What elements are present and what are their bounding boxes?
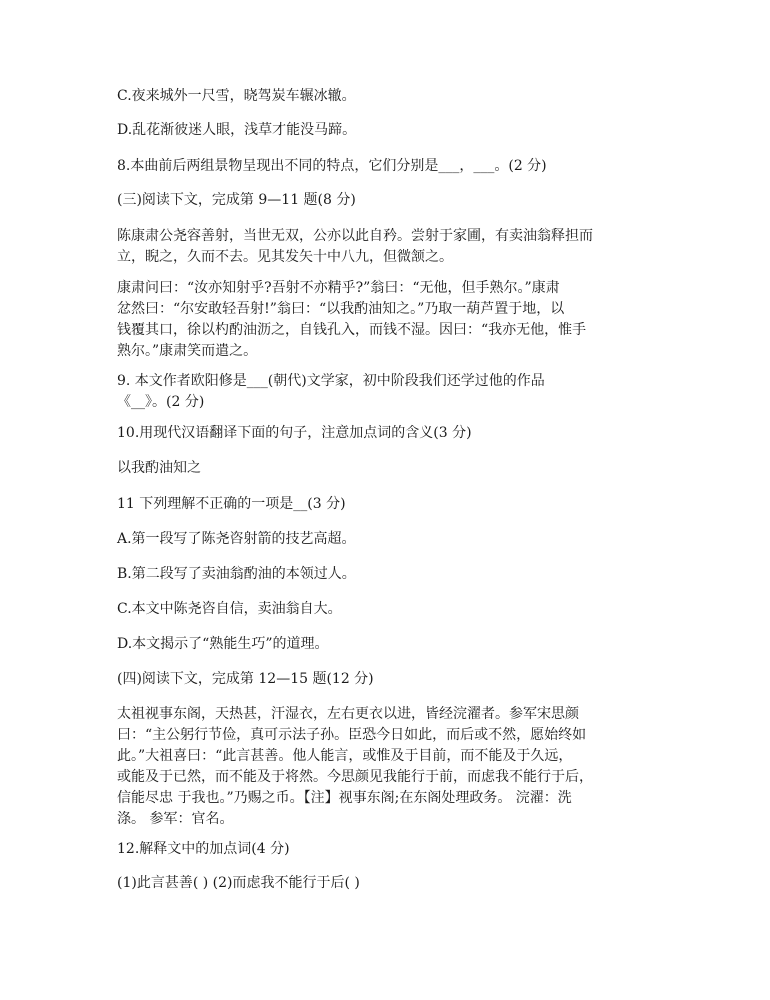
section-4-heading: (四)阅读下文，完成第 12—15 题(12 分) [117, 671, 374, 687]
q7-option-c: C.夜来城外一尺雪，晓驾炭车辗冰辙。 [117, 88, 356, 104]
question-8: 8.本曲前后两组景物呈现出不同的特点，它们分别是___，___。(2 分) [117, 158, 547, 174]
question-line: 《__》。(2 分) [117, 394, 205, 410]
passage-line: 太祖视事东阁，天热甚，汗湿衣，左右更衣以进，皆经浣濯者。参军宋思颜 [117, 706, 579, 722]
passage-line: 此。”大祖喜曰：“此言甚善。他人能言，或惟及于目前，而不能及于久远， [117, 748, 573, 764]
question-12: 12.解释文中的加点词(4 分) [117, 841, 290, 857]
q7-option-d: D.乱花渐彼迷人眼，浅草才能没马蹄。 [117, 122, 357, 138]
q11-option-a: A.第一段写了陈尧咨射箭的技艺高超。 [117, 531, 356, 547]
passage-1-paragraph-1 [117, 226, 657, 268]
q11-option-d: D.本文揭示了“熟能生巧”的道理。 [117, 636, 329, 652]
question-11: 11 下列理解不正确的一项是__(3 分) [117, 496, 346, 512]
passage-1-paragraph-2 [117, 278, 657, 362]
question-line: 9. 本文作者欧阳修是___(朝代)文学家，初中阶段我们还学过他的作品 [117, 373, 545, 389]
passage-line: 或能及于已然，而不能及于将然。今思颜见我能行于前，而虑我不能行于后， [117, 769, 593, 785]
passage-line: 钱覆其口，徐以杓酌油沥之，自钱孔入，而钱不湿。因曰：“我亦无他，惟手 [117, 322, 587, 338]
passage-line: 涤。 参军：官名。 [117, 811, 234, 827]
passage-line: 曰：“主公躬行节俭，真可示法子孙。臣恐今日如此，而后或不然，愿始终如 [117, 727, 587, 743]
passage-line: 忿然曰：“尔安敢轻吾射!”翁曰：“以我酌油知之。”乃取一葫芦置于地，以 [117, 301, 565, 317]
q11-option-c: C.本文中陈尧咨自信，卖油翁自大。 [117, 601, 342, 617]
section-3-heading: (三)阅读下文，完成第 9—11 题(8 分) [117, 192, 356, 208]
question-10: 10.用现代汉语翻译下面的句子，注意加点词的含义(3 分) [117, 425, 472, 441]
question-12-items: (1)此言甚善( ) (2)而虑我不能行于后( ) [117, 875, 360, 891]
passage-line: 陈康肃公尧容善射，当世无双，公亦以此自矜。尝射于家圃，有卖油翁释担而 [117, 228, 593, 244]
passage-2 [117, 704, 657, 830]
passage-line: 熟尔。”康肃笑而遣之。 [117, 343, 258, 359]
passage-line: 立，睨之，久而不去。见其发矢十中八九，但微颔之。 [117, 249, 453, 265]
question-9 [117, 371, 657, 413]
question-10-sentence: 以我酌油知之 [117, 460, 201, 476]
q11-option-b: B.第二段写了卖油翁酌油的本领过人。 [117, 566, 356, 582]
passage-line: 康肃问曰：“汝亦知射乎?吾射不亦精乎?”翁曰：“无他，但手熟尔。”康肃 [117, 280, 560, 296]
passage-line: 信能尽忠 于我也。”乃赐之币。【注】视事东阁;在东阁处理政务。 浣濯：洗 [117, 790, 572, 806]
